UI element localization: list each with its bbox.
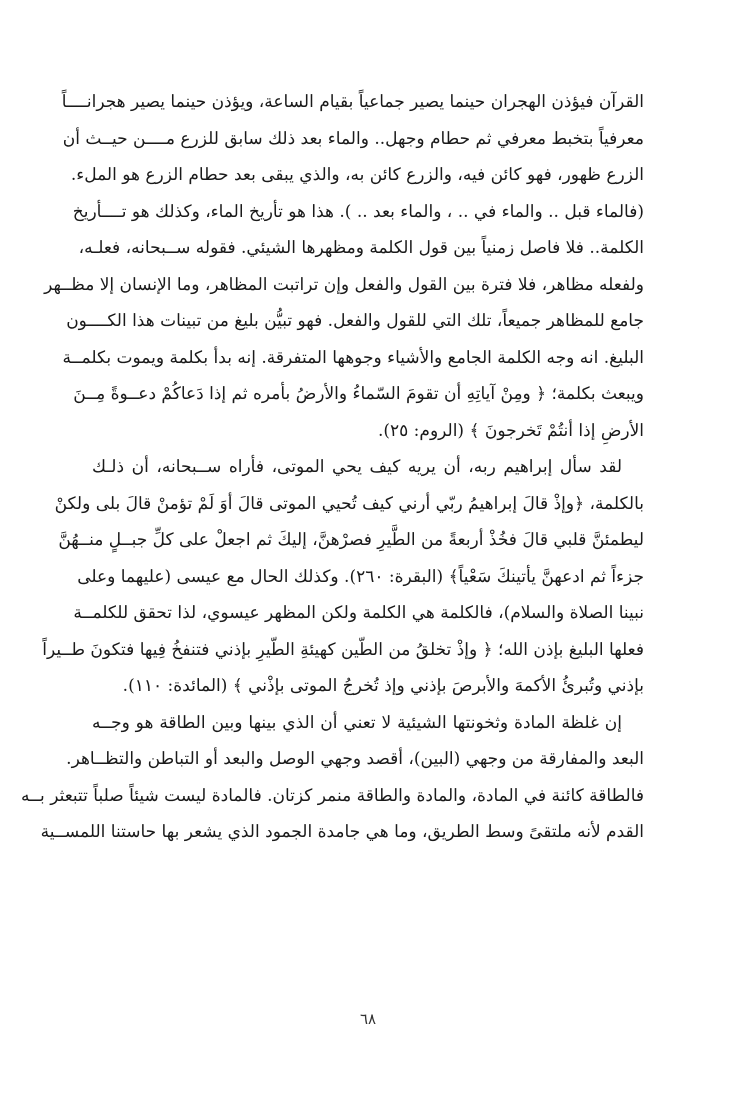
text-line: معرفياً بتخبط معرفي ثم حطام وجهل.. والماء بعد ذلك سابق للزرع مــــن حيــث أن [62,128,644,149]
paragraph [44,84,644,449]
text-line: إن غلظة المادة وثخونتها الشيئية لا تعني أن الذي بينها وبين الطاقة هو وجــه [92,712,622,733]
text-line: ليطمئنَّ قلبي قالَ فخُذْ أربعةً من الطَّيرِ فصرْهنَّ، إليكَ ثم اجعلْ على كلِّ جبــلٍ منــهُنَّ [58,530,644,550]
text-line: الكلمة.. فلا فاصل زمنياً بين قول الكلمة ومظهرها الشيئي. فقوله ســبحانه، فعلـه، [78,238,644,258]
paragraph [20,705,644,851]
paragraph [42,449,644,705]
text-line: (فالماء قبل .. والماء في .. ، والماء بعد .. ). هذا هو تأريخ الماء، وكذلك هو تــــأريخ [72,201,644,222]
text-line: البعد والمفارقة من وجهي (البين)، أقصد وجهي الوصل والبعد أو التباطن والتظــاهر. [66,749,644,769]
body-text [20,84,644,851]
text-line: بالكلمة، ﴿وإذْ قالَ إبراهيمُ ربّي أرني كيف تُحيي الموتى قالَ أوَ لَمْ تؤمنْ قالَ بلى ولكنْ [54,493,644,514]
text-line: لقد سأل إبراهيم ربه، أن يريه كيف يحي الموتى، فأراه ســبحانه، أن ذلـك [92,457,622,477]
text-line: فالطاقة كائنة في المادة، والمادة والطاقة منمر كزتان. فالمادة ليست شيئاً صلباً تتبعثر بــه [20,785,644,806]
text-line: الأرضِ إذا أنتُمْ تَخرجونَ ﴾ (الروم: ٢٥). [377,420,644,441]
text-line: القرآن فيؤذن الهجران حينما يصير جماعياً بقيام الساعة، ويؤذن حينما يصير هجرانــــاً [61,92,644,112]
page-number: ٦٨ [359,1010,377,1028]
text-line: البليغ. انه وجه الكلمة الجامع والأشياء وجوهها المتفرقة. إنه بدأ بكلمة ويموت بكلمــة [62,347,644,368]
text-line: جزءاً ثم ادعهنَّ يأتينكَ سَعْياً﴾ (البقرة: ٢٦٠). وكذلك الحال مع عيسى (عليهما وعلى [77,566,644,587]
text-line: القدم لأنه ملتقىً وسط الطريق، وما هي جامدة الجمود الذي يشعر بها حاستنا اللمســية [40,822,644,842]
text-line: الزرع ظهور، فهو كائن فيه، والزرع كائن به، والذي يبقى بعد حطام الزرع هو الملء. [70,165,644,185]
text-line: فعلها البليغ بإذن الله؛ ﴿ وإذْ تخلقُ من الطّين كهيئةِ الطّيرِ بإذني فتنفخُ فِيها فتكونَ طــيراً [42,639,644,660]
text-line: ويبعث بكلمة؛ ﴿ ومِنْ آياتِهِ أن تقومَ السّماءُ والأرضُ بأمره ثم إذا دَعاكُمْ دعــوةً مِــنَ [73,384,644,404]
text-line: بإذني وتُبرئُ الأكمهَ والأبرصَ بإذني وإذ تُخرجُ الموتى بإذْني ﴾ (المائدة: ١١٠). [122,676,644,696]
text-line: ولفعله مظاهر، فلا فترة بين القول والفعل وإن تراتبت المظاهر، وما الإنسان إلا مظــهر [44,274,644,295]
text-line: جامع للمظاهر جميعاً، تلك التي للقول والفعل. فهو تبيُّن بليغ من تبينات هذا الكــــون [66,311,644,331]
text-line: نبينا الصلاة والسلام)، فالكلمة هي الكلمة ولكن المظهر عيسوي، لذا تحقق للكلمــة [73,603,644,623]
